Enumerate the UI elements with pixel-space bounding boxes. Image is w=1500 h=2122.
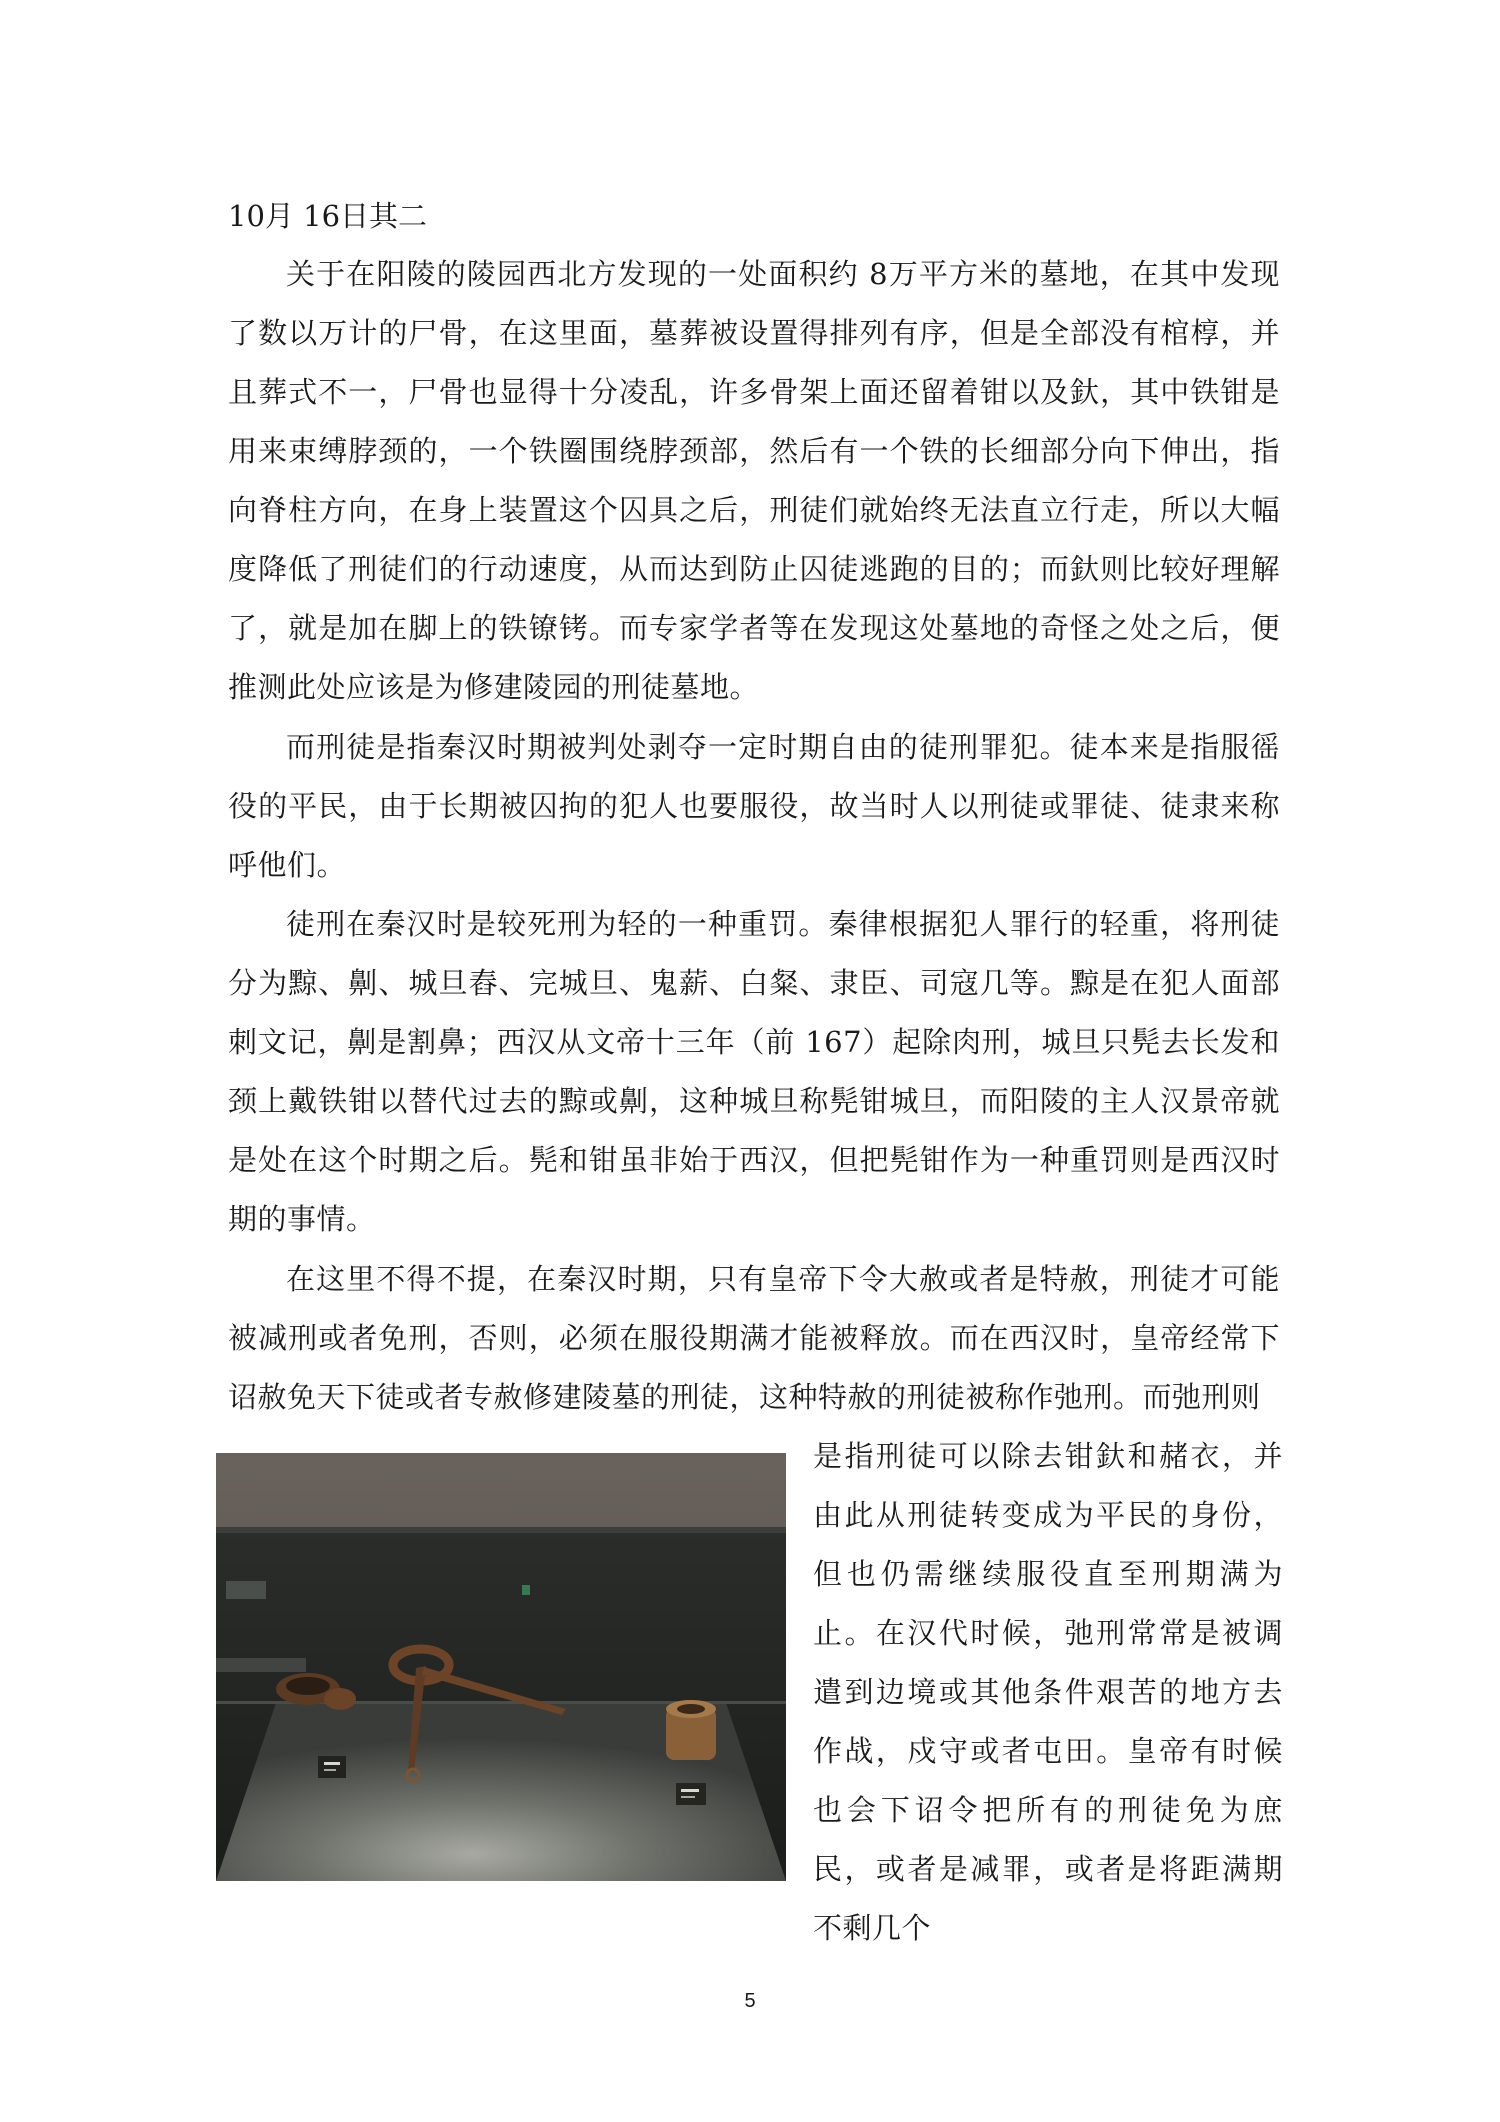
paragraph-2: 而刑徒是指秦汉时期被判处剥夺一定时期自由的徒刑罪犯。徒本来是指服徭役的平民，由于长期被囚拘的犯人也要服役，故当时人以刑徒或罪徒、徒隶来称呼他们。 [228, 730, 1280, 882]
paragraph-5-wrapped: 是指刑徒可以除去钳釱和赭衣，并由此从刑徒转变成为平民的身份，但也仍需继续服役直至刑期满为止。在汉代时候，弛刑常常是被调遣到边境或其他条件艰苦的地方去作战，戍守或者屯田。皇帝有时候也会下诏令把所有的刑徒免为庶民，或者是减罪，或者是将距满期不剩几个 [813, 1439, 1283, 1945]
section-heading: 10月 16日其二 [228, 199, 428, 233]
paragraph-3: 徒刑在秦汉时是较死刑为轻的一种重罚。秦律根据犯人罪行的轻重，将刑徒分为黥、劓、城旦舂、完城旦、鬼薪、白粲、隶臣、司寇几等。黥是在犯人面部刺文记，劓是割鼻；西汉从文帝十三年（前 167）起除肉刑，城旦只髡去长发和颈上戴铁钳以替代过去的黥或劓，这种城旦称髡钳城旦，而阳陵的主人汉景帝就是处在这个时期之后。髡和钳虽非始于西汉，但把髡钳作为一种重罚则是西汉时期的事情。 [228, 907, 1280, 1236]
museum-display-photo [216, 1453, 786, 1881]
paragraph-4: 在这里不得不提，在秦汉时期，只有皇帝下令大赦或者是特赦，刑徒才可能被减刑或者免刑，否则，必须在服役期满才能被释放。而在西汉时，皇帝经常下诏赦免天下徒或者专赦修建陵墓的刑徒，这种特赦的刑徒被称作弛刑。而弛刑则 [228, 1262, 1280, 1414]
paragraph-1: 关于在阳陵的陵园西北方发现的一处面积约 8万平方米的墓地，在其中发现了数以万计的尸骨，在这里面，墓葬被设置得排列有序，但是全部没有棺椁，并且葬式不一，尸骨也显得十分凌乱，许多骨架上面还留着钳以及釱，其中铁钳是用来束缚脖颈的，一个铁圈围绕脖颈部，然后有一个铁的长细部分向下伸出，指向脊柱方向，在身上装置这个囚具之后，刑徒们就始终无法直立行走，所以大幅度降低了刑徒们的行动速度，从而达到防止囚徒逃跑的目的；而釱则比较好理解了，就是加在脚上的铁镣铐。而专家学者等在发现这处墓地的奇怪之处之后，便推测此处应该是为修建陵园的刑徒墓地。 [228, 257, 1280, 704]
page-number: 5 [744, 1990, 756, 2012]
iron-cylinder-fetter [666, 1700, 716, 1760]
display-case-image [216, 1453, 786, 1881]
